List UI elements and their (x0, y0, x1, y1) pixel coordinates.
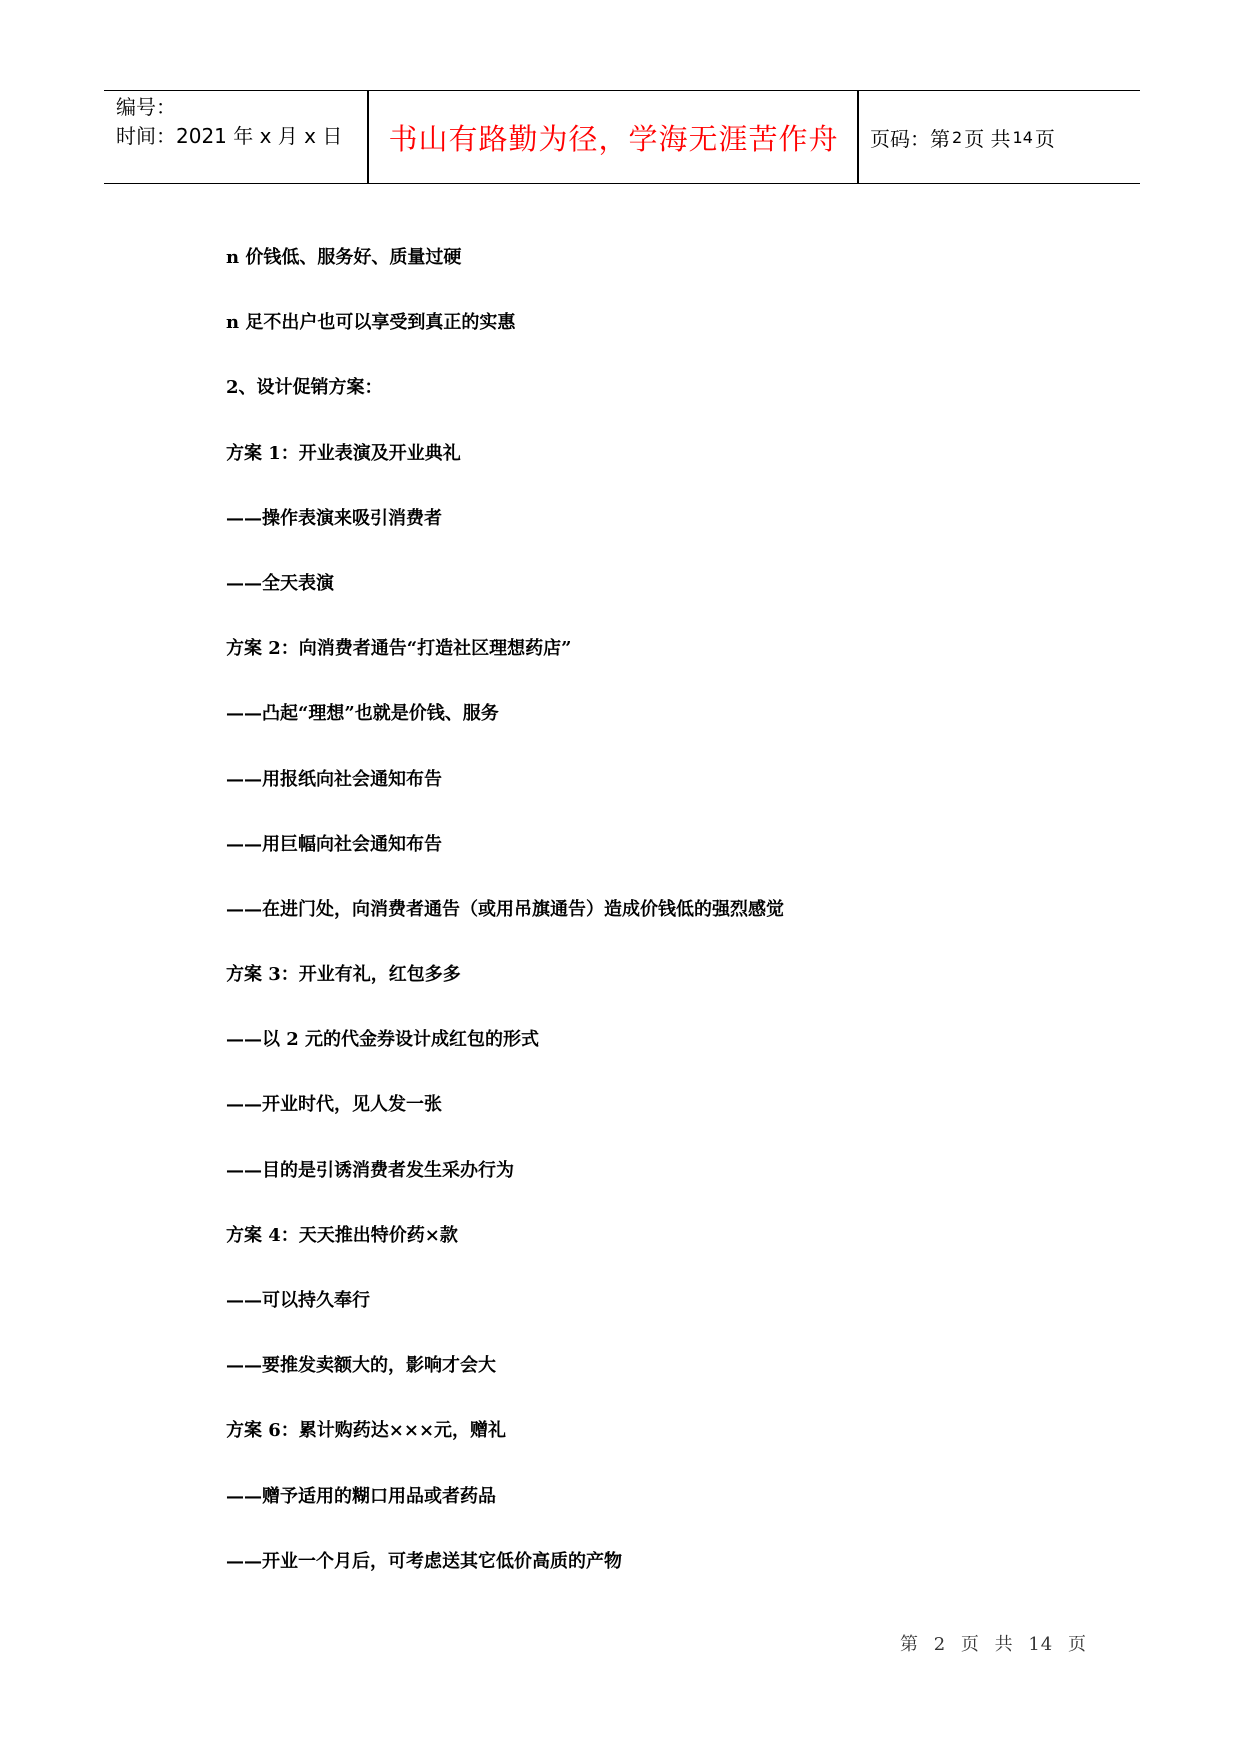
text-line: ——可以持久奉行 (226, 1290, 370, 1311)
header-meta (116, 93, 342, 151)
serial-label: 编号： (116, 95, 176, 119)
text-line: ——开业一个月后，可考虑送其它低价高质的产物 (226, 1550, 622, 1572)
header-motto: 书山有路勤为径，学海无涯苦作舟 (388, 121, 839, 156)
page-current: 2 (952, 127, 963, 147)
plan-title: 方案 2：向消费者通告“打造社区理想药店” (226, 638, 572, 660)
plan-title: 方案 1：开业表演及开业典礼 (226, 442, 461, 464)
text-line: ——在进门处，向消费者通告（或用吊旗通告）造成价钱低的强烈感觉 (226, 898, 784, 920)
page-total: 14 (1012, 127, 1033, 147)
plan-title: 方案 4：天天推出特价药×款 (226, 1224, 458, 1246)
header-divider (367, 91, 369, 183)
time-label: 时间：2021 年 x 月 x 日 (116, 124, 343, 148)
text-line: n 价钱低、服务好、质量过硬 (226, 247, 462, 268)
page-suffix: 页 (1034, 126, 1055, 151)
text-line: n 足不出户也可以享受到真正的实惠 (226, 312, 516, 334)
page-header (104, 90, 1140, 184)
plan-title: 方案 6：累计购药达×××元，赠礼 (226, 1420, 507, 1442)
page-prefix: 页码：第 (870, 126, 950, 151)
text-line: ——操作表演来吸引消费者 (226, 507, 442, 529)
page-footer: 第 2 页 共 14 页 (900, 1634, 1087, 1655)
text-line: ——用报纸向社会通知布告 (226, 768, 442, 790)
page-mid: 页 共 (964, 126, 1011, 151)
text-line: ——全天表演 (226, 572, 334, 594)
text-line: ——开业时代，见人发一张 (226, 1094, 442, 1116)
header-page-number (870, 91, 1055, 183)
text-line: ——目的是引诱消费者发生采办行为 (226, 1159, 514, 1181)
text-line: ——赠予适用的糊口用品或者药品 (226, 1485, 496, 1507)
plan-title: 方案 3：开业有礼，红包多多 (226, 964, 461, 986)
document-body (226, 243, 784, 1612)
section-heading: 2、设计促销方案： (226, 377, 383, 399)
header-divider (857, 91, 859, 183)
text-line: ——要推发卖额大的，影响才会大 (226, 1355, 496, 1377)
text-line: ——用巨幅向社会通知布告 (226, 833, 442, 855)
text-line: ——凸起“理想”也就是价钱、服务 (226, 703, 499, 725)
text-line: ——以 2 元的代金券设计成红包的形式 (226, 1029, 540, 1051)
